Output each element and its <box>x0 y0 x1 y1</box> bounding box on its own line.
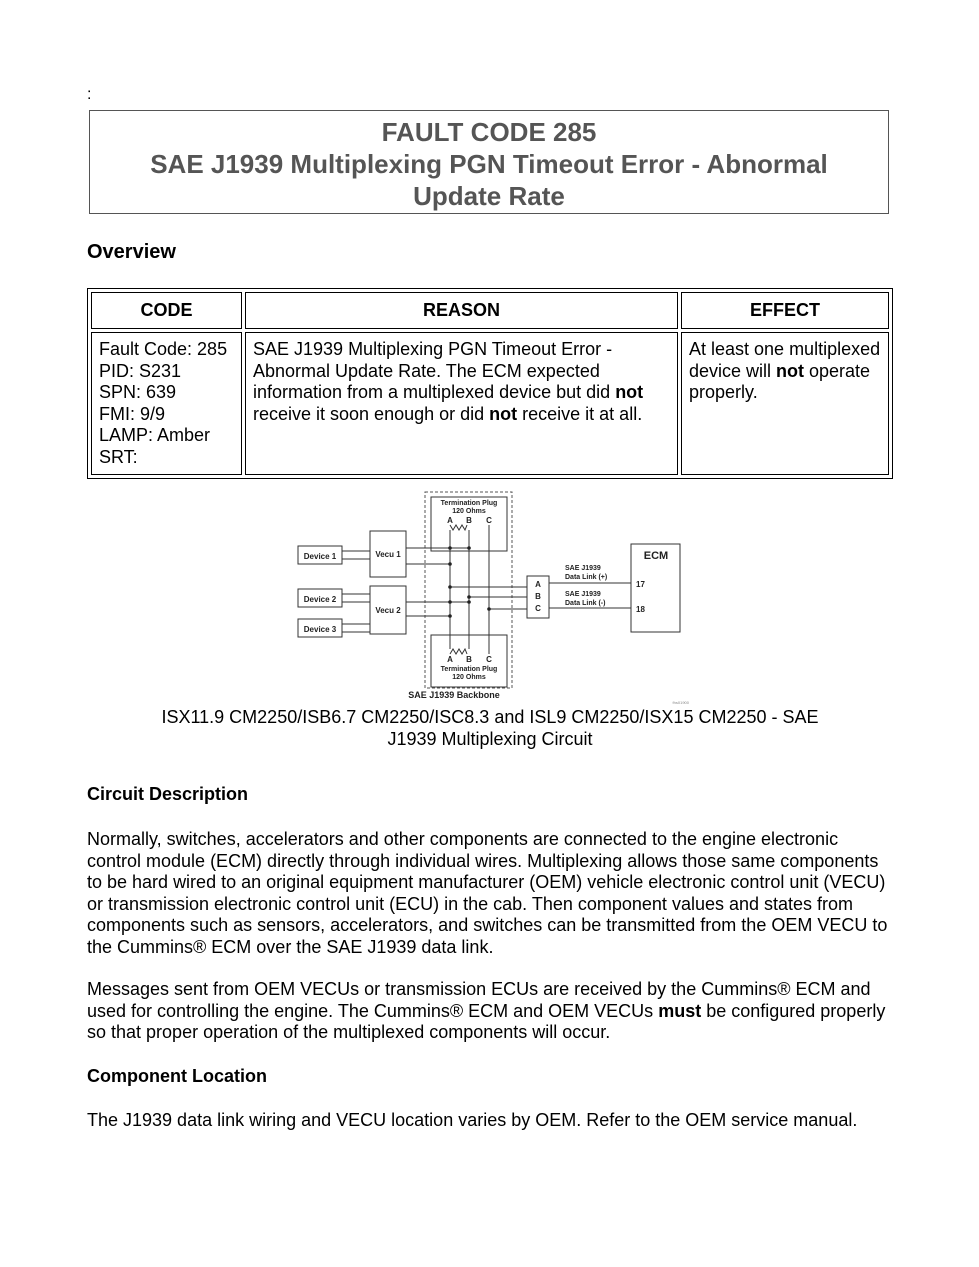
resistor-bottom <box>450 649 467 654</box>
header-reason: REASON <box>245 292 678 329</box>
pin-b-bottom: B <box>466 655 472 664</box>
code-line: PID: S231 <box>99 360 182 381</box>
link-plus-label-2: Data Link (+) <box>565 574 608 581</box>
reason-emphasis: not <box>489 403 518 424</box>
effect-text: At least one multiplexed device will <box>689 339 881 381</box>
reason-text: receive it at all. <box>517 403 643 424</box>
fault-description-title: SAE J1939 Multiplexing PGN Timeout Error - Abnormal <box>150 149 828 179</box>
circuit-description-heading: Circuit Description <box>87 784 249 804</box>
code-line: SPN: 639 <box>99 382 177 402</box>
ecm-pin-18: 18 <box>636 605 645 614</box>
effect-cell <box>681 332 889 475</box>
effect-emphasis: not <box>776 360 805 381</box>
junction-dot <box>448 600 452 604</box>
reason-text: SAE J1939 Multiplexing PGN Timeout Error - Abnormal Update Rate. The ECM expected information from a multiplexed device but did <box>253 339 616 402</box>
vecu-1-label: Vecu 1 <box>375 550 401 559</box>
code-line: SRT: <box>99 446 138 467</box>
link-minus-label-1: SAE J1939 <box>565 591 601 598</box>
code-line: Fault Code: 285 <box>99 339 228 359</box>
effect-text: operate properly. <box>689 360 871 402</box>
circuit-description-paragraph-1: Normally, switches, accelerators and other components are connected to the engine electronic control module (ECM) directly through individual wires. Multiplexing allows those same components to be hard wired to an original equipment manufacturer (OEM) vehicle electronic control unit (VECU) or transmission electronic control unit (ECU) in the cab. Then component values and states from components such as sensors, accelerators, and switches can be transmitted from the OEM VECU to the Cummins® ECM over the SAE J1939 data link. <box>87 829 888 957</box>
fault-table <box>87 288 893 479</box>
paragraph-emphasis: must <box>658 1000 702 1021</box>
pin-a-top: A <box>447 516 453 525</box>
termination-top-label: Termination Plug <box>440 500 498 507</box>
component-location-paragraph: The J1939 data link wiring and VECU location varies by OEM. Refer to the OEM service manual. <box>87 1110 858 1130</box>
pin-c-bottom: C <box>486 655 492 664</box>
link-plus-label-1: SAE J1939 <box>565 565 601 572</box>
circuit-description-paragraph-2 <box>87 979 893 1044</box>
caption-line: J1939 Multiplexing Circuit <box>387 729 593 749</box>
device-2-label: Device 2 <box>303 595 337 604</box>
pin-a-bottom: A <box>447 655 453 664</box>
overview-heading: Overview <box>87 241 176 263</box>
junction-dot <box>448 614 452 618</box>
j1939-circuit-diagram <box>294 489 698 707</box>
header-effect: EFFECT <box>681 292 889 329</box>
reason-text: receive it soon enough or did <box>253 403 490 424</box>
table-header-row <box>91 292 889 329</box>
ecm-pin-17: 17 <box>636 580 645 589</box>
reason-emphasis: not <box>615 382 644 402</box>
connector-pin-a: A <box>535 580 541 589</box>
page-marker: : <box>87 86 92 103</box>
ecm-label: ECM <box>643 550 669 562</box>
device-1-label: Device 1 <box>303 552 337 561</box>
connector-pin-c: C <box>535 604 541 613</box>
component-location-heading: Component Location <box>87 1066 267 1086</box>
junction-dot <box>448 546 452 550</box>
figure-id: fhs01900 <box>672 700 689 705</box>
title-box <box>89 110 889 214</box>
junction-dot <box>467 600 471 604</box>
termination-bottom-label: Termination Plug <box>440 666 498 673</box>
ohms-top-label: 120 Ohms <box>452 508 486 515</box>
reason-cell <box>245 332 678 475</box>
code-cell <box>91 332 242 475</box>
code-line: LAMP: Amber <box>99 425 211 445</box>
caption-line: ISX11.9 CM2250/ISB6.7 CM2250/ISC8.3 and ISL9 CM2250/ISX15 CM2250 - SAE <box>161 707 819 727</box>
pin-b-top: B <box>466 516 472 525</box>
figure-caption <box>87 706 893 750</box>
connector-pin-b: B <box>535 592 541 601</box>
table-row <box>91 332 889 475</box>
ohms-bottom-label: 120 Ohms <box>452 674 486 681</box>
paragraph-text: Messages sent from OEM VECUs or transmission ECUs are received by the Cummins® ECM and used for controlling the engine. The Cummins® ECM and OEM VECUs <box>87 979 871 1021</box>
fault-code-title: FAULT CODE 285 <box>381 117 597 147</box>
resistor-top <box>450 525 467 530</box>
code-line: FMI: 9/9 <box>99 403 166 424</box>
backbone-label: SAE J1939 Backbone <box>408 690 500 700</box>
junction-dot <box>467 595 471 599</box>
junction-dot <box>487 607 491 611</box>
junction-dot <box>467 546 471 550</box>
header-code: CODE <box>91 292 242 329</box>
junction-dot <box>448 585 452 589</box>
vecu-2-label: Vecu 2 <box>375 606 401 615</box>
pin-c-top: C <box>486 516 492 525</box>
junction-dot <box>448 562 452 566</box>
fault-description-title-cont: Update Rate <box>413 181 565 211</box>
link-minus-label-2: Data Link (-) <box>565 600 606 607</box>
device-3-label: Device 3 <box>303 625 337 634</box>
paragraph-text: be configured properly so that proper operation of the multiplexed components will occur. <box>87 1000 886 1043</box>
